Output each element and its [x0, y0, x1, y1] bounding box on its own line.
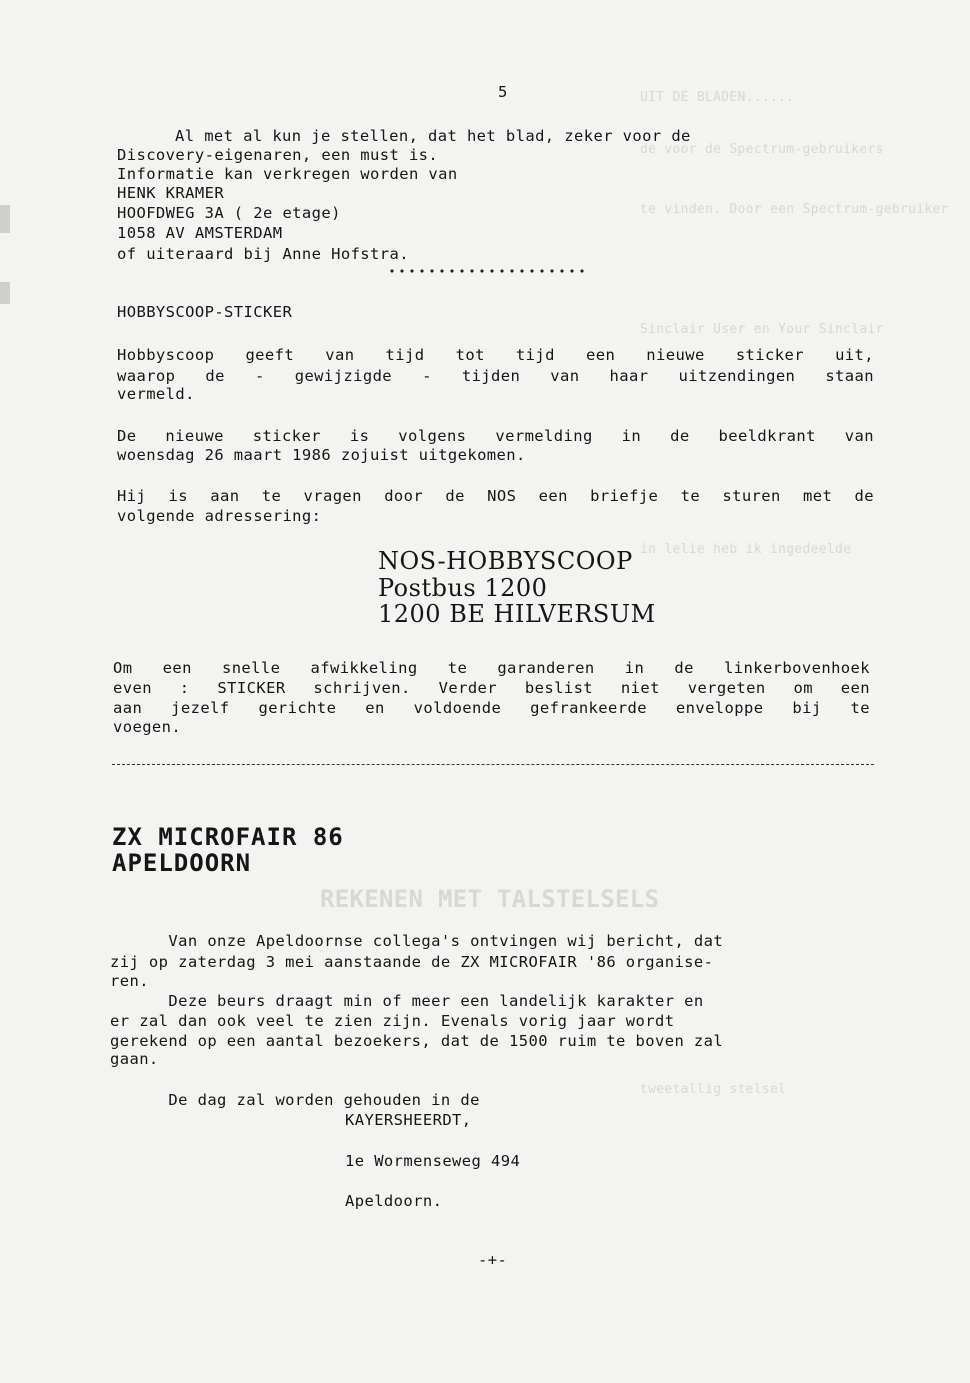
- sticker-para4-line: Om een snelle afwikkeling te garanderen in de linkerbovenhoek: [113, 659, 870, 677]
- page-number: 5: [498, 83, 508, 101]
- intro-line: HENK KRAMER: [117, 184, 225, 202]
- sticker-para3-line: Hij is aan te vragen door de NOS een briefje te sturen met de: [117, 487, 874, 505]
- show-through-text: UIT DE BLADEN......: [640, 90, 795, 105]
- sticker-para1-line: Hobbyscoop geeft van tijd tot tijd een nieuwe sticker uit,: [117, 346, 874, 364]
- venue-line: KAYERSHEERDT,: [345, 1111, 472, 1129]
- show-through-text: REKENEN MET TALSTELSELS: [320, 885, 660, 913]
- sticker-para3-line: volgende adressering:: [117, 507, 322, 525]
- intro-line: HOOFDWEG 3A ( 2e etage): [117, 204, 341, 222]
- microfair-para1-line: zij op zaterdag 3 mei aanstaande de ZX MICROFAIR '86 organise-: [110, 953, 714, 971]
- venue-line: 1e Wormenseweg 494: [345, 1152, 521, 1170]
- address-line: NOS-HOBBYSCOOP: [378, 547, 633, 575]
- microfair-para2-line: gerekend op een aantal bezoekers, dat de 1500 ruim te boven zal: [110, 1032, 724, 1050]
- microfair-para2-line: Deze beurs draagt min of meer een landelijk karakter en: [110, 992, 704, 1010]
- show-through-text: te vinden. Door een Spectrum-gebruiker: [640, 202, 949, 217]
- show-through-text: de voor de Spectrum-gebruikers: [640, 142, 884, 157]
- show-through-text: in lelie heb ik ingedeelde: [640, 542, 852, 557]
- intro-line: 1058 AV AMSTERDAM: [117, 224, 283, 242]
- sticker-para2-line: woensdag 26 maart 1986 zojuist uitgekomen.: [117, 446, 526, 464]
- page-footer-mark: -+-: [478, 1251, 508, 1269]
- sticker-para4-line: voegen.: [113, 718, 182, 736]
- intro-line: Informatie kan verkregen worden van: [117, 165, 458, 183]
- sticker-para1-line: waarop de - gewijzigde - tijden van haar uitzendingen staan: [117, 367, 874, 385]
- section-divider-dots: [387, 268, 587, 274]
- sticker-para1-line: vermeld.: [117, 385, 195, 403]
- intro-line: Discovery-eigenaren, een must is.: [117, 146, 439, 164]
- sticker-title: HOBBYSCOOP-STICKER: [117, 303, 293, 321]
- microfair-title: ZX MICROFAIR 86: [112, 823, 344, 851]
- microfair-para2-line: gaan.: [110, 1050, 159, 1068]
- sticker-para2-line: De nieuwe sticker is volgens vermelding in de beeldkrant van: [117, 427, 874, 445]
- microfair-para2-line: er zal dan ook veel te zien zijn. Evenals vorig jaar wordt: [110, 1012, 675, 1030]
- address-line: Postbus 1200: [378, 574, 548, 602]
- intro-line: Al met al kun je stellen, dat het blad, zeker voor de: [175, 127, 691, 145]
- sticker-para4-line: even : STICKER schrijven. Verder beslist niet vergeten om een: [113, 679, 870, 697]
- venue-line: De dag zal worden gehouden in de: [110, 1091, 480, 1109]
- microfair-para1-line: Van onze Apeldoornse collega's ontvingen wij bericht, dat: [110, 932, 724, 950]
- page-edge-mark: [0, 205, 10, 233]
- intro-line: of uiteraard bij Anne Hofstra.: [117, 245, 409, 263]
- microfair-para1-line: ren.: [110, 972, 149, 990]
- show-through-text: Sinclair User en Your Sinclair: [640, 322, 884, 337]
- page-edge-mark: [0, 282, 10, 304]
- show-through-text: tweetallig stelsel: [640, 1082, 787, 1097]
- microfair-title: APELDOORN: [112, 849, 252, 877]
- section-rule: [112, 764, 874, 765]
- sticker-para4-line: aan jezelf gerichte en voldoende gefrankeerde enveloppe bij te: [113, 699, 870, 717]
- venue-line: Apeldoorn.: [345, 1192, 443, 1210]
- address-line: 1200 BE HILVERSUM: [378, 600, 656, 628]
